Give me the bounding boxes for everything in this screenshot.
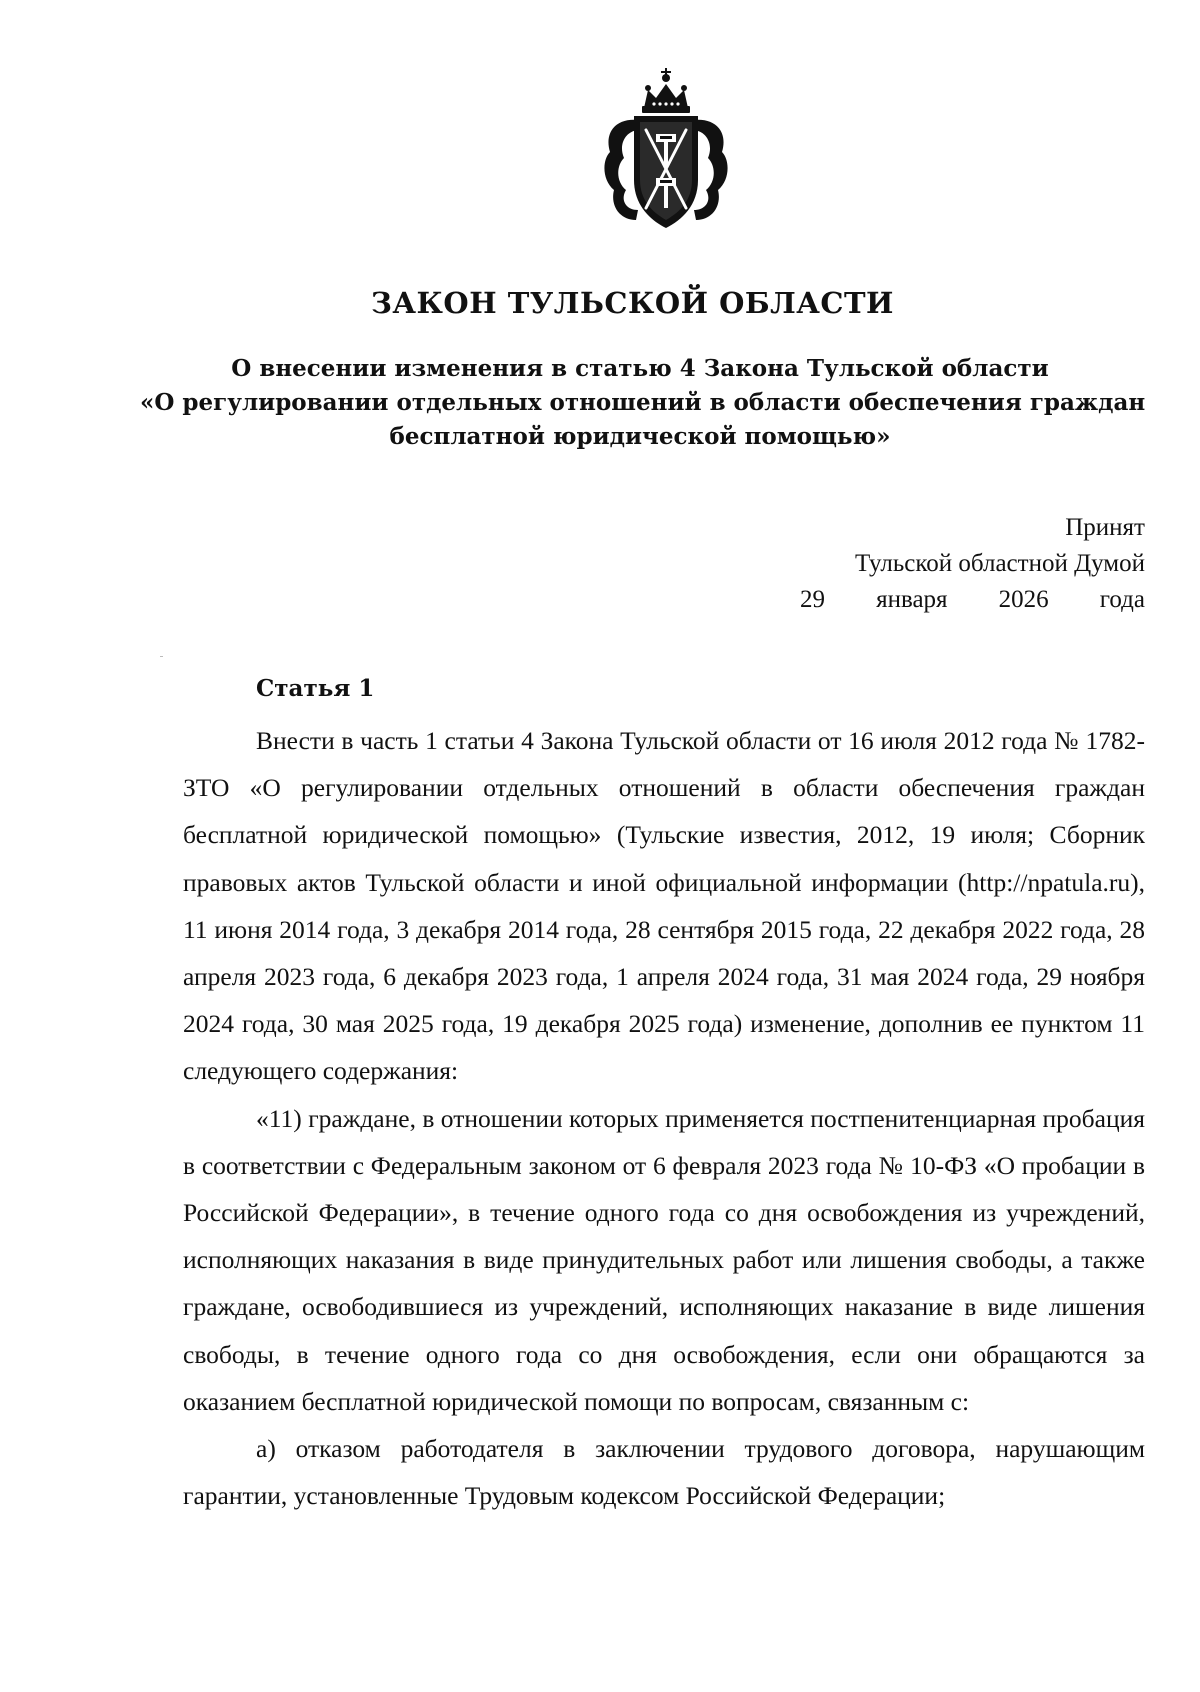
law-title: ЗАКОН ТУЛЬСКОЙ ОБЛАСТИ — [371, 286, 894, 320]
subtitle-line: бесплатной юридической помощью» — [389, 423, 891, 450]
adoption-year: 2026 — [998, 586, 1049, 613]
adoption-day: 29 — [800, 586, 825, 613]
adoption-accepted: Принят — [1065, 514, 1145, 541]
article-paragraph: Внести в часть 1 статьи 4 Закона Тульской области от 16 июля 2012 года № 1782-ЗТО «О регулировании отдельных отношений в области обеспечения граждан бесплатной юридической помощью» (Тульские известия, 2012, 19 июля; Сборник правовых актов Тульской области и иной официальной информации (http://npatula.ru), 11 июня 2014 года, 3 декабря 2014 года, 28 сентября 2015 года, 22 декабря 2022 года, 28 апреля 2023 года, 6 декабря 2023 года, 1 апреля 2024 года, 31 мая 2024 года, 29 ноября 2024 года, 30 мая 2025 года, 19 декабря 2025 года) изменение, дополнив ее пунктом 11 следующего содержания: — [183, 726, 1145, 1086]
subtitle-line: «О регулировании отдельных отношений в области обеспечения граждан — [140, 389, 1146, 416]
article-body — [183, 717, 1145, 1519]
adoption-date — [800, 582, 1145, 618]
adoption-month: января — [876, 586, 948, 613]
adoption-body: Тульской областной Думой — [854, 550, 1145, 577]
subtitle-line: О внесении изменения в статью 4 Закона Тульской области — [231, 355, 1049, 382]
adoption-block — [800, 510, 1145, 618]
adoption-year-word: года — [1099, 586, 1145, 613]
article-paragraph: «11) граждане, в отношении которых применяется постпенитенциарная пробация в соответствии с Федеральным законом от 6 февраля 2023 года № 10-ФЗ «О пробации в Российской Федерации», в течение одного года со дня освобождения из учреждений, исполняющих наказания в виде принудительных работ или лишения свободы, а также граждане, освободившиеся из учреждений, исполняющих наказание в виде лишения свободы, в течение одного года со дня освобождения, если они обращаются за оказанием бесплатной юридической помощи по вопросам, связанным с: — [183, 1103, 1145, 1416]
law-subtitle — [140, 352, 1146, 454]
scan-speck — [160, 656, 163, 657]
article-paragraph: а) отказом работодателя в заключении трудового договора, нарушающим гарантии, установленные Трудовым кодексом Российской Федерации; — [183, 1434, 1145, 1511]
article-heading: Статья 1 — [256, 675, 375, 702]
tula-coat-of-arms-icon — [596, 60, 736, 235]
